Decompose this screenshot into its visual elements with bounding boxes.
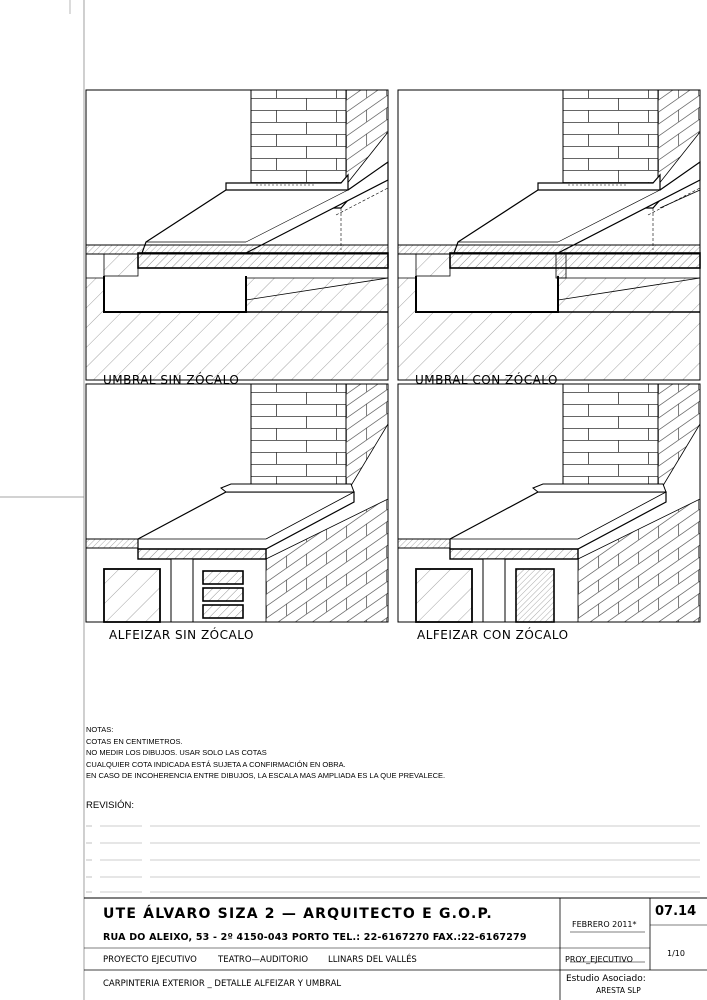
associate-label: Estudio Asociado:: [566, 974, 646, 984]
note-line: COTAS EN CENTIMETROS.: [86, 736, 183, 746]
note-line: CUALQUIER COTA INDICADA ESTÁ SUJETA A CONFIRMACIÓN EN OBRA.: [86, 759, 346, 769]
drawing-number: 07.14: [655, 904, 697, 919]
firm-name: UTE ÁLVARO SIZA 2 — ARQUITECTO E G.O.P.: [103, 906, 493, 922]
notes-heading: NOTAS:: [86, 725, 114, 734]
revision-table: [86, 826, 700, 892]
associate-name: ARESTA SLP: [596, 986, 641, 995]
drawing-subject: CARPINTERIA EXTERIOR _ DETALLE ALFEIZAR Y UMBRAL: [103, 979, 342, 989]
file-code: PROY_EJECUTIVO: [565, 955, 633, 964]
panel-title-alfeizar-sin-zocalo: ALFEIZAR SIN ZÓCALO: [109, 628, 254, 642]
note-line: EN CASO DE INCOHERENCIA ENTRE DIBUJOS, LA ESCALA MAS AMPLIADA ES LA QUE PREVALECE.: [86, 771, 446, 781]
panel-title-alfeizar-con-zocalo: ALFEIZAR CON ZÓCALO: [417, 628, 569, 642]
detail-alfeizar-sin-zocalo: [86, 384, 388, 622]
revision-label: REVISIÓN:: [86, 800, 135, 811]
detail-umbral-con-zocalo: [398, 90, 700, 380]
project-phase: PROYECTO EJECUTIVO: [103, 955, 197, 965]
sheet-number: 1/10: [667, 949, 685, 958]
note-line: NO MEDIR LOS DIBUJOS. USAR SOLO LAS COTAS: [86, 748, 267, 758]
panel-title-umbral-sin-zocalo: UMBRAL SIN ZÓCALO: [103, 373, 240, 387]
panel-title-umbral-con-zocalo: UMBRAL CON ZÓCALO: [415, 373, 559, 387]
firm-address: RUA DO ALEIXO, 53 - 2º 4150-043 PORTO TEL.: 22-6167270 FAX.:22-6167279: [103, 932, 527, 943]
project-location: LLINARS DEL VALLÉS: [328, 955, 417, 965]
detail-alfeizar-con-zocalo: [398, 384, 700, 622]
notes-block: [86, 724, 445, 782]
detail-umbral-sin-zocalo: [86, 90, 388, 380]
project-name: TEATRO—AUDITORIO: [218, 955, 309, 965]
drawing-date: FEBRERO 2011*: [572, 920, 637, 929]
